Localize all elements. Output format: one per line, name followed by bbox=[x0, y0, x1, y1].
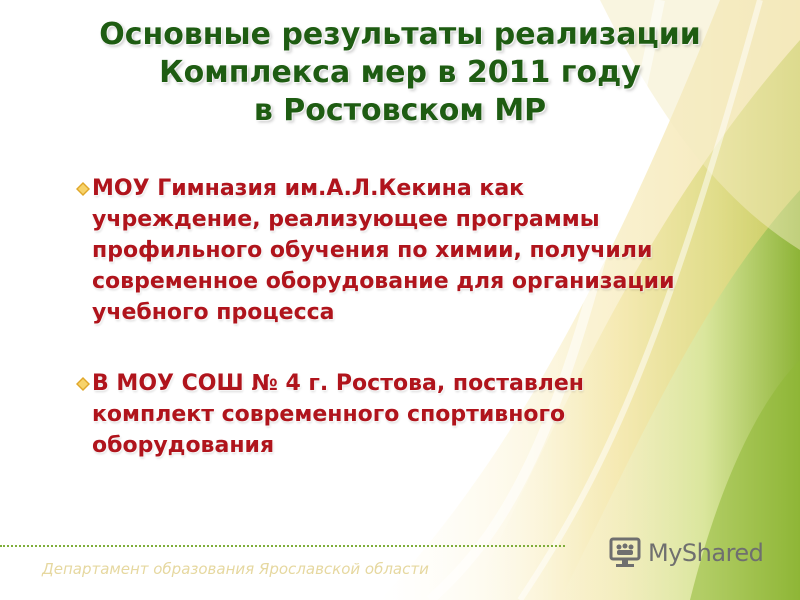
slide-title bbox=[40, 16, 760, 130]
diamond-bullet-icon bbox=[76, 377, 90, 391]
bullet-line: оборудования bbox=[92, 433, 275, 458]
title-line-2: Комплекса мер в 2011 году bbox=[159, 55, 641, 90]
footer-text: Департамент образования Ярославской области bbox=[42, 560, 429, 578]
title-line-1: Основные результаты реализации bbox=[99, 17, 701, 52]
bullet-line: современное оборудование для организации bbox=[92, 269, 675, 294]
logo-text: MyShared bbox=[648, 539, 764, 567]
diamond-bullet-icon bbox=[76, 182, 90, 196]
bullet-line: профильного обучения по химии, получили bbox=[92, 238, 653, 263]
myshared-logo[interactable] bbox=[608, 535, 768, 575]
bullet-item-gymnasium bbox=[76, 173, 736, 328]
dotted-divider bbox=[0, 545, 565, 547]
bullet-line: учреждение, реализующее программы bbox=[92, 207, 600, 232]
bullet-line: МОУ Гимназия им.А.Л.Кекина как bbox=[92, 176, 525, 201]
bullet-list bbox=[76, 173, 736, 461]
bullet-line: комплект современного спортивного bbox=[92, 402, 566, 427]
bullet-item-school-4 bbox=[76, 368, 736, 461]
title-line-3: в Ростовском МР bbox=[253, 93, 547, 128]
bullet-line: учебного процесса bbox=[92, 300, 335, 325]
bullet-line: В МОУ СОШ № 4 г. Ростова, поставлен bbox=[92, 371, 584, 396]
monitor-people-icon bbox=[608, 535, 644, 573]
